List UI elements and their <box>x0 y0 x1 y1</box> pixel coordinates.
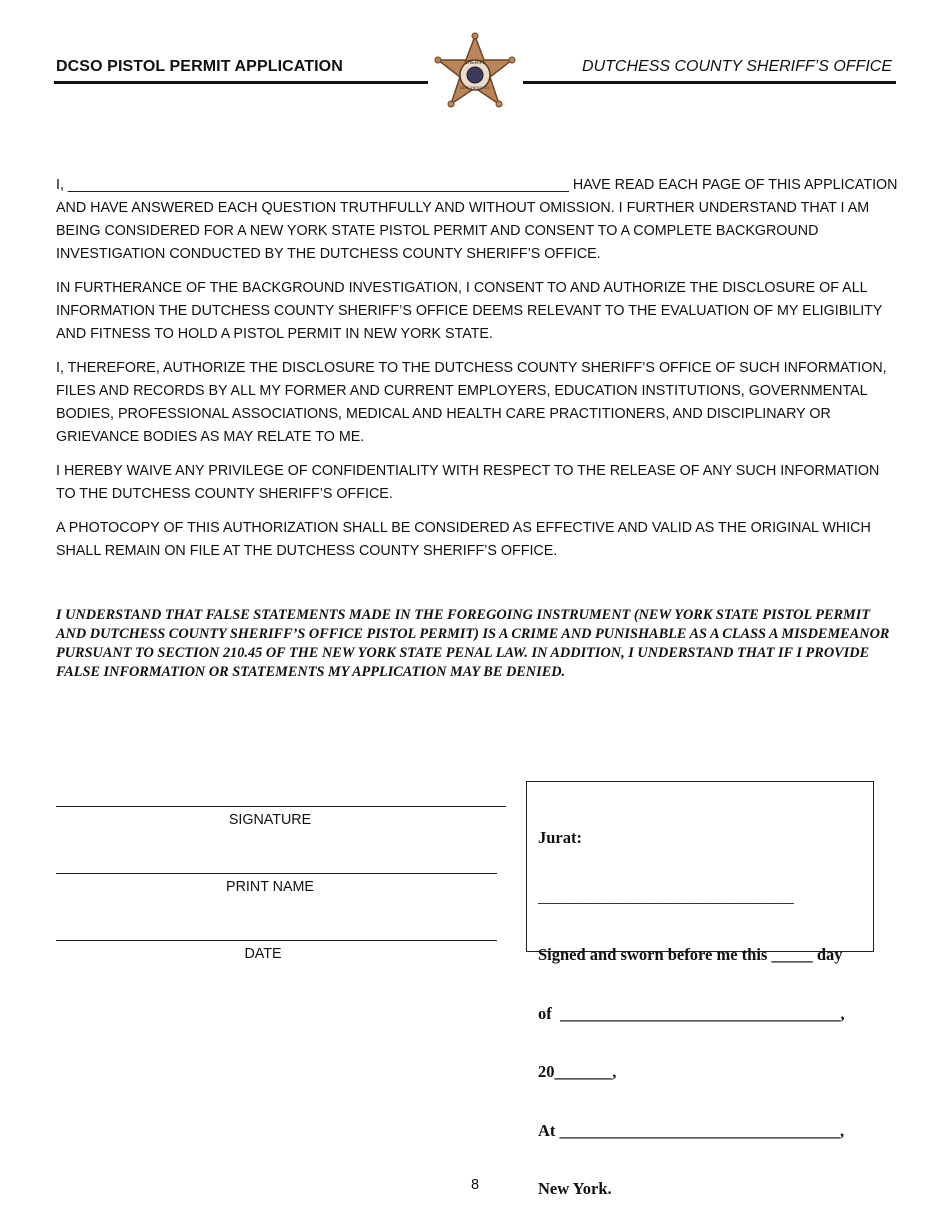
authorization-text <box>56 174 901 574</box>
paragraph-consent: IN FURTHERANCE OF THE BACKGROUND INVESTIGATION, I CONSENT TO AND AUTHORIZE THE DISCLOSURE OF ALL INFORMATION THE DUTCHESS COUNTY SHERIFF’S OFFICE DEEMS RELEVANT TO THE EVALUATION OF MY ELIGIBILITY AND FITNESS TO HOLD A PISTOL PERMIT IN NEW YORK STATE. <box>56 280 883 342</box>
false-statement-warning: I UNDERSTAND THAT FALSE STATEMENTS MADE IN THE FOREGOING INSTRUMENT (NEW YORK STATE PISTOL PERMIT AND DUTCHESS COUNTY SHERIFF’S OFFICE PISTOL PERMIT) IS A CRIME AND PUNISHABLE AS A CLASS A MISDEMEANOR PURSUANT TO SECTION 210.45 OF THE NEW YORK STATE PENAL LAW. IN ADDITION, I UNDERSTAND THAT IF I PROVIDE FALSE INFORMATION OR STATEMENTS MY APPLICATION MAY BE DENIED. <box>56 607 890 680</box>
sheriff-star-badge-icon <box>435 33 515 107</box>
jurat-blank-line[interactable]: _______________________________ <box>538 886 794 906</box>
badge-text-bottom: DUTCHESS CO. <box>459 85 491 90</box>
paragraph-disclosure: I, THEREFORE, AUTHORIZE THE DISCLOSURE TO THE DUTCHESS COUNTY SHERIFF’S OFFICE OF SUCH INFORMATION, FILES AND RECORDS BY ALL MY FORMER AND CURRENT EMPLOYERS, EDUCATION INSTITUTIONS, GOVERNMENTAL BODIES, PROFESSIONAL ASSOCIATIONS, MEDICAL AND HEALTH CARE PRACTITIONERS, AND DISCIPLINARY OR GRIEVANCE BODIES AS MAY RELATE TO ME. <box>56 360 887 445</box>
jurat-box <box>526 781 874 1198</box>
date-line[interactable] <box>56 940 497 941</box>
print-name-label: PRINT NAME <box>226 879 314 895</box>
jurat-title: Jurat: <box>538 828 582 847</box>
form-title: DCSO PISTOL PERMIT APPLICATION <box>56 58 343 75</box>
header-rule-left <box>54 81 428 84</box>
signature-line[interactable] <box>56 806 506 807</box>
print-name-line[interactable] <box>56 873 497 874</box>
date-label: DATE <box>244 946 282 962</box>
jurat-state: New York. <box>538 1179 612 1198</box>
page-number: 8 <box>470 1177 480 1193</box>
paragraph-waiver: I HEREBY WAIVE ANY PRIVILEGE OF CONFIDENTIALITY WITH RESPECT TO THE RELEASE OF ANY SUCH INFORMATION TO THE DUTCHESS COUNTY SHERIFF’S OFFICE. <box>56 463 880 502</box>
badge-text-top: SHERIFF <box>464 60 486 66</box>
jurat-signed-sworn: Signed and sworn before me this _____ day <box>538 945 843 964</box>
jurat-month-line: of __________________________________, <box>538 1003 845 1023</box>
office-title: DUTCHESS COUNTY SHERIFF’S OFFICE <box>582 58 892 75</box>
jurat-location-line: At __________________________________, <box>538 1120 845 1140</box>
signature-label: SIGNATURE <box>228 812 312 828</box>
jurat-year-line: 20_______, <box>538 1062 617 1081</box>
paragraph-photocopy: A PHOTOCOPY OF THIS AUTHORIZATION SHALL BE CONSIDERED AS EFFECTIVE AND VALID AS THE ORIGINAL WHICH SHALL REMAIN ON FILE AT THE DUTCHESS COUNTY SHERIFF’S OFFICE. <box>56 520 871 559</box>
header-rule-right <box>523 81 896 84</box>
sheriff-badge <box>432 30 518 130</box>
paragraph-acknowledgement: I, _______________________________________________________________ HAVE READ EACH PAGE OF THIS APPLICATION AND HAVE ANSWERED EACH QUESTION TRUTHFULLY AND WITHOUT OMISSION. I FURTHER UNDERSTAND THAT I AM BEING CONSIDERED FOR A NEW YORK STATE PISTOL PERMIT AND CONSENT TO A COMPLETE BACKGROUND INVESTIGATION CONDUCTED BY THE DUTCHESS COUNTY SHERIFF’S OFFICE. <box>56 177 898 262</box>
